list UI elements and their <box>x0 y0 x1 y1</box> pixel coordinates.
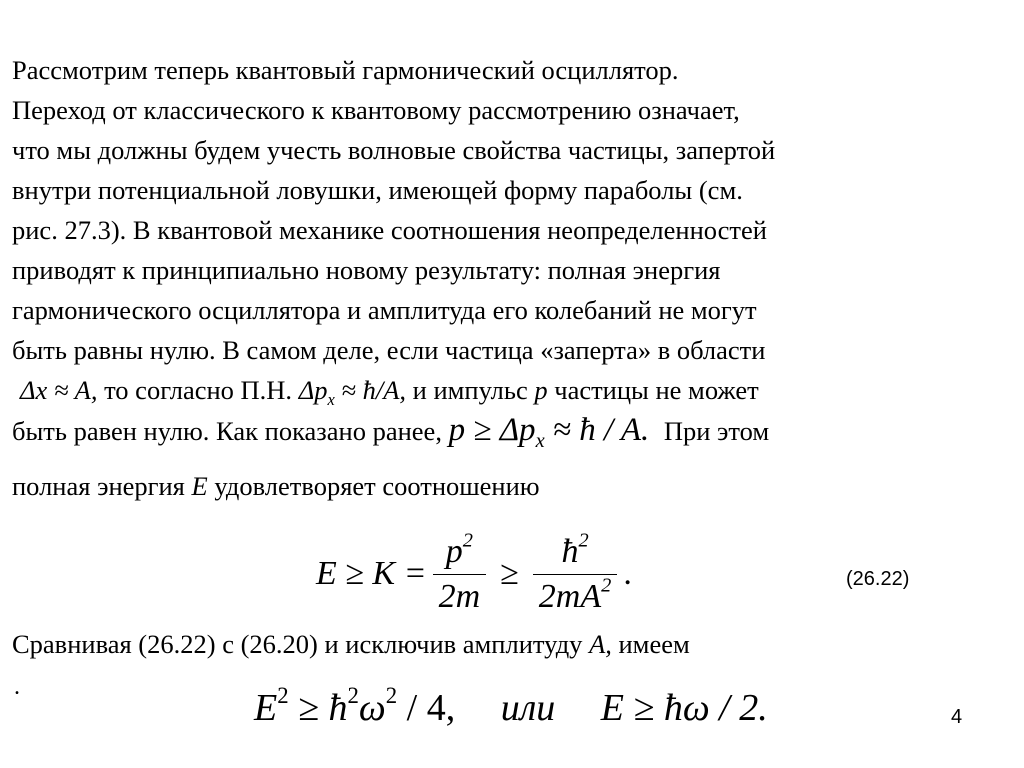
dp-subscript: x <box>327 389 335 409</box>
geq-operator: ≥ <box>500 555 519 592</box>
text-line-1: Рассмотрим теперь квантовый гармонический осциллятор. <box>12 55 679 85</box>
main-paragraph <box>12 50 1017 506</box>
numerator-exponent: 2 <box>578 529 589 552</box>
inline-formula-dp <box>298 375 407 409</box>
second-paragraph <box>12 624 1017 664</box>
equation-part: ≥ ħ <box>288 687 348 729</box>
text-fragment: и импульс <box>406 375 535 405</box>
equation-part: / 4, <box>397 687 456 729</box>
numerator-symbol: p <box>445 532 463 570</box>
equation-part: E ≥ ħω / 2. <box>600 687 768 729</box>
text-fragment: Сравнивая (26.22) с (26.20) и исключив амплитуду <box>12 629 590 659</box>
equation-lhs: E ≥ K = <box>316 555 427 592</box>
dp-approx: ≈ ħ/A, <box>334 375 407 405</box>
stray-dot: . <box>14 674 20 700</box>
text-line-3: что мы должны будем учесть волновые свойства частицы, запертой <box>12 135 776 165</box>
fraction-p2-2m <box>433 530 487 619</box>
text-fragment: удовлетворяет соотношению <box>207 471 540 501</box>
text-line-5: рис. 27.3). В квантовой механике соотношения неопределенностей <box>12 215 767 245</box>
fraction-denominator <box>533 574 618 619</box>
numerator-symbol: ħ <box>561 532 579 570</box>
omega-symbol: ω <box>358 687 386 729</box>
equation-26-22 <box>316 524 632 624</box>
text-line-12 <box>12 624 1017 664</box>
final-equation <box>254 681 768 735</box>
formula-part: p ≥ Δp <box>448 412 536 448</box>
equation-number: (26.22) <box>846 568 910 590</box>
denominator-symbol: 2mA <box>538 577 602 615</box>
fraction-h2-2mA2 <box>533 530 618 619</box>
text-line-10 <box>12 410 1017 453</box>
text-line-9 <box>12 370 1017 410</box>
fraction-numerator <box>555 530 594 574</box>
text-fragment: частицы не может <box>547 375 759 405</box>
text-line-8: быть равны нулю. В самом деле, если частица «заперта» в области <box>12 335 766 365</box>
numerator-exponent: 2 <box>462 529 473 552</box>
amplitude-symbol: A, <box>589 629 612 659</box>
or-word: или <box>500 687 556 729</box>
exponent: 2 <box>385 682 398 708</box>
text-fragment: полная энергия <box>12 471 192 501</box>
energy-symbol: E <box>254 687 278 729</box>
formula-part: ≈ ħ / A. <box>544 412 650 448</box>
text-fragment: При этом <box>663 416 770 446</box>
exponent: 2 <box>347 682 359 708</box>
denominator-exponent: 2 <box>601 574 612 597</box>
text-line-4: внутри потенциальной ловушки, имеющей форму параболы (см. <box>12 175 743 205</box>
page-number: 4 <box>951 706 963 728</box>
text-line-2: Переход от классического к квантовому рассмотрению означает, <box>12 95 740 125</box>
dp-symbol: Δp <box>298 375 328 405</box>
equation-period: . <box>623 555 632 592</box>
fraction-numerator <box>440 530 479 574</box>
text-line-6: приводят к принципиально новому результату: полная энергия <box>12 255 721 285</box>
text-fragment: то согласно П.Н. <box>97 375 299 405</box>
text-fragment: быть равен нулю. Как показано ранее, <box>12 416 449 446</box>
inline-formula-dx: Δx ≈ A, <box>20 375 98 405</box>
text-line-11 <box>12 466 1017 506</box>
momentum-symbol: p <box>534 375 548 405</box>
formula-subscript: x <box>535 430 545 453</box>
text-fragment: имеем <box>611 629 690 659</box>
text-line-7: гармонического осциллятора и амплитуда его колебаний не могут <box>12 295 757 325</box>
fraction-denominator: 2m <box>433 574 487 619</box>
energy-symbol: E <box>191 471 208 501</box>
exponent: 2 <box>277 682 289 708</box>
inline-formula-momentum <box>448 412 650 453</box>
